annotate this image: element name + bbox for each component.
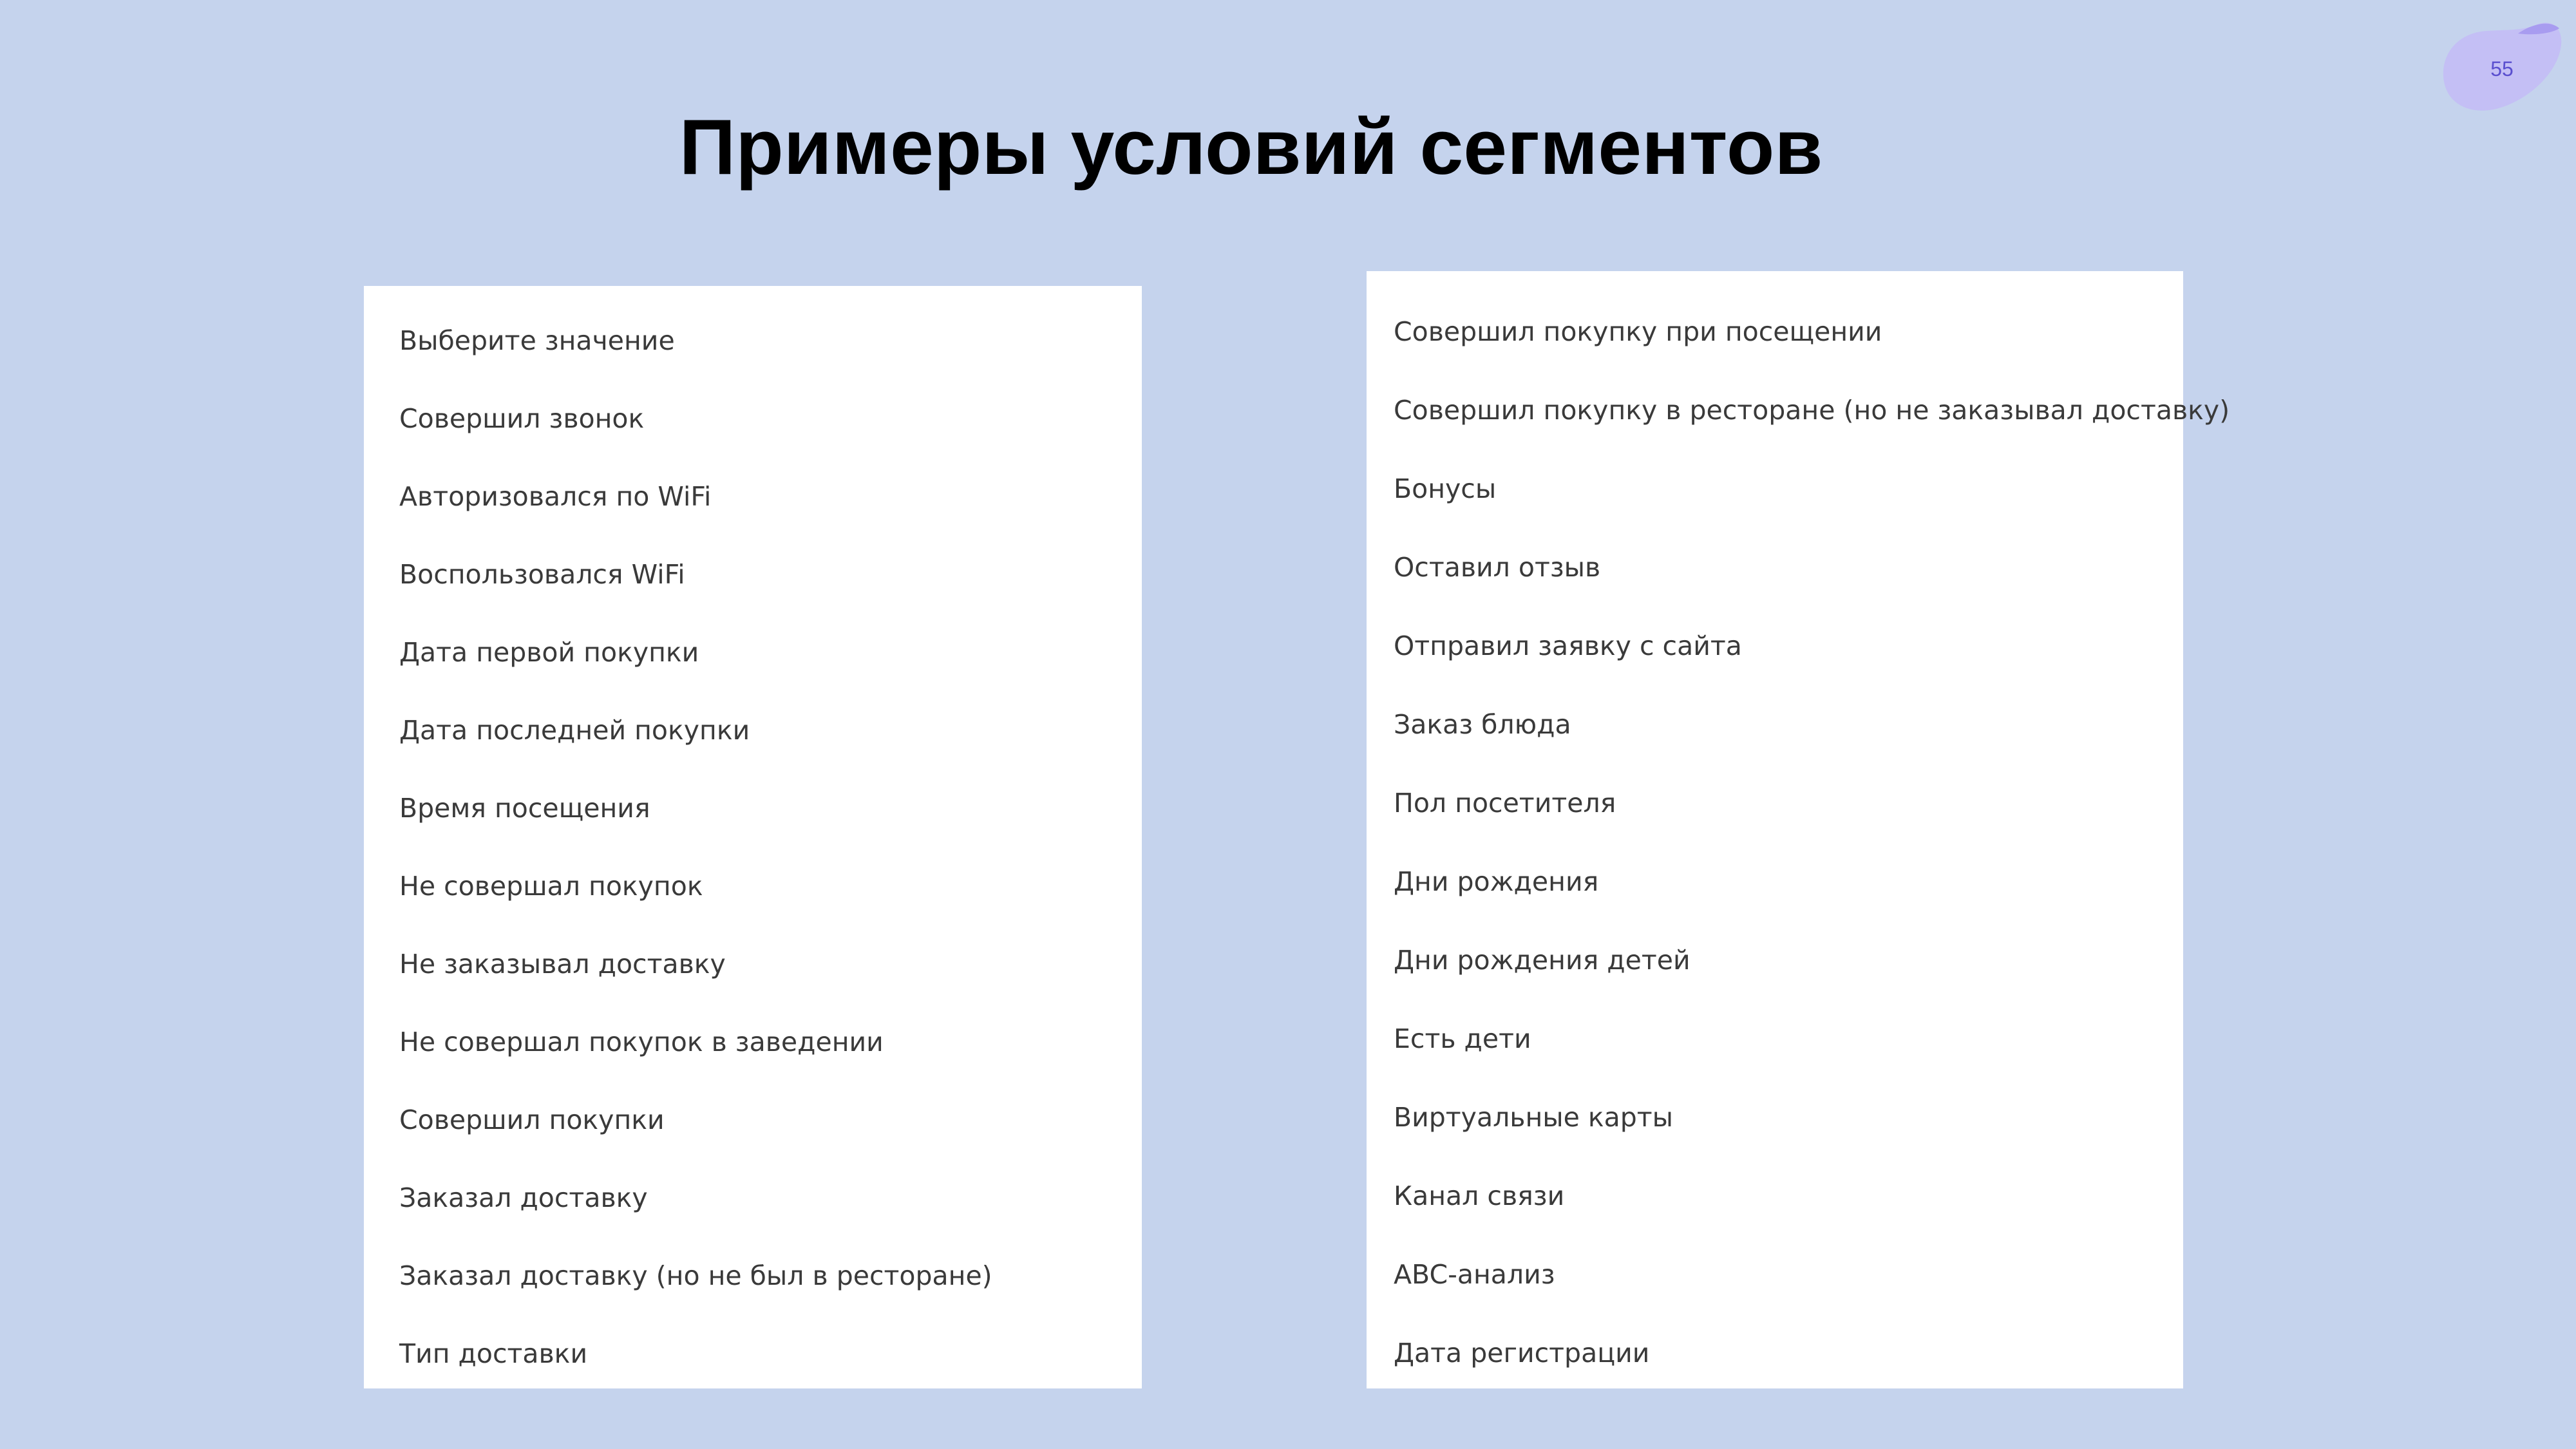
list-item[interactable]: Отправил заявку с сайта — [1394, 630, 1742, 661]
list-item[interactable]: Выберите значение — [399, 325, 675, 356]
list-item[interactable]: Дни рождения — [1394, 866, 1599, 897]
list-item[interactable]: Совершил покупки — [399, 1104, 665, 1135]
list-item[interactable]: Дни рождения детей — [1394, 945, 1690, 976]
list-item[interactable]: Совершил покупку при посещении — [1394, 316, 1882, 347]
list-item[interactable]: Заказ блюда — [1394, 709, 1571, 740]
list-item[interactable]: Авторизовался по WiFi — [399, 481, 712, 512]
list-item[interactable]: Есть дети — [1394, 1023, 1531, 1054]
slide-title: Примеры условий сегментов — [679, 103, 1823, 191]
list-item[interactable]: Бонусы — [1394, 473, 1497, 504]
list-item[interactable]: Дата регистрации — [1394, 1338, 1650, 1368]
list-item[interactable]: Канал связи — [1394, 1180, 1565, 1211]
list-item[interactable]: Заказал доставку (но не был в ресторане) — [399, 1260, 992, 1291]
list-item[interactable]: Совершил покупку в ресторане (но не заказывал доставку) — [1394, 395, 2230, 426]
list-item[interactable]: Воспользовался WiFi — [399, 559, 685, 590]
list-item[interactable]: Дата первой покупки — [399, 637, 699, 668]
list-item[interactable]: Дата последней покупки — [399, 715, 750, 746]
left-conditions-panel — [364, 286, 1142, 1388]
page-number: 55 — [2490, 57, 2514, 80]
list-item[interactable]: Не совершал покупок — [399, 871, 703, 902]
list-item[interactable]: Пол посетителя — [1394, 788, 1616, 819]
list-item[interactable]: Не заказывал доставку — [399, 949, 726, 980]
list-item[interactable]: Не совершал покупок в заведении — [399, 1027, 884, 1057]
list-item[interactable]: Тип доставки — [399, 1338, 588, 1369]
list-item[interactable]: Совершил звонок — [399, 403, 645, 434]
right-conditions-panel — [1367, 271, 2230, 1388]
list-item[interactable]: Виртуальные карты — [1394, 1102, 1674, 1133]
list-item[interactable]: Время посещения — [399, 793, 650, 824]
list-item[interactable]: ABC-анализ — [1394, 1259, 1555, 1290]
list-item[interactable]: Заказал доставку — [399, 1182, 648, 1213]
list-item[interactable]: Оставил отзыв — [1394, 552, 1601, 583]
